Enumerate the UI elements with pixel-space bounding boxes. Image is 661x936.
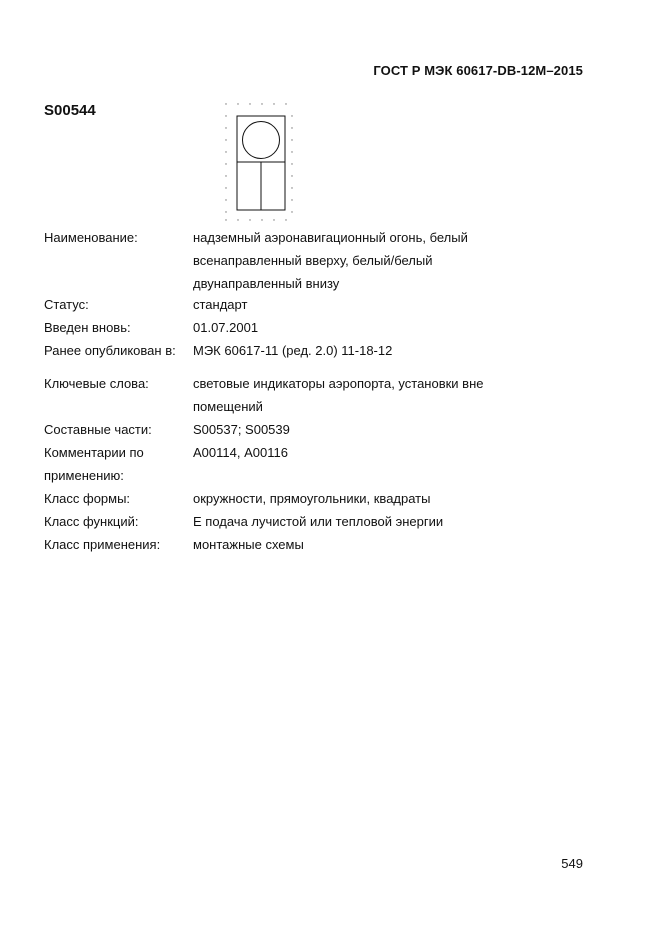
field-value: световые индикаторы аэропорта, установки вне помещений <box>193 376 484 414</box>
field-label: Ранее опубликован в: <box>44 343 176 358</box>
field-label: Класс применения: <box>44 537 161 552</box>
field-value: стандарт <box>193 297 248 312</box>
page-number: 549 <box>561 856 583 871</box>
field-value: 01.07.2001 <box>193 320 259 335</box>
field-value: окружности, прямоугольники, квадраты <box>193 491 431 506</box>
field-label: Введен вновь: <box>44 320 131 335</box>
field-value: S00537; S00539 <box>193 422 290 437</box>
airport-light-symbol-icon <box>222 100 296 224</box>
field-value: Е подача лучистой или тепловой энергии <box>193 514 444 529</box>
field-label: Комментарии по применению: <box>44 445 144 483</box>
field-value: надземный аэронавигационный огонь, белый всенаправленный вверху, белый/белый двунаправленный внизу <box>193 230 468 291</box>
field-value: монтажные схемы <box>193 537 304 552</box>
field-label: Составные части: <box>44 422 152 437</box>
document-header: ГОСТ Р МЭК 60617-DB-12M–2015 <box>373 63 583 78</box>
field-label: Наименование: <box>44 230 138 245</box>
symbol-code: S00544 <box>44 102 96 119</box>
field-label: Класс функций: <box>44 514 139 529</box>
field-value: МЭК 60617-11 (ред. 2.0) 11-18-12 <box>193 343 393 358</box>
field-label: Ключевые слова: <box>44 376 149 391</box>
field-value: А00114, А00116 <box>193 445 288 460</box>
field-label: Статус: <box>44 297 89 312</box>
field-label: Класс формы: <box>44 491 131 506</box>
